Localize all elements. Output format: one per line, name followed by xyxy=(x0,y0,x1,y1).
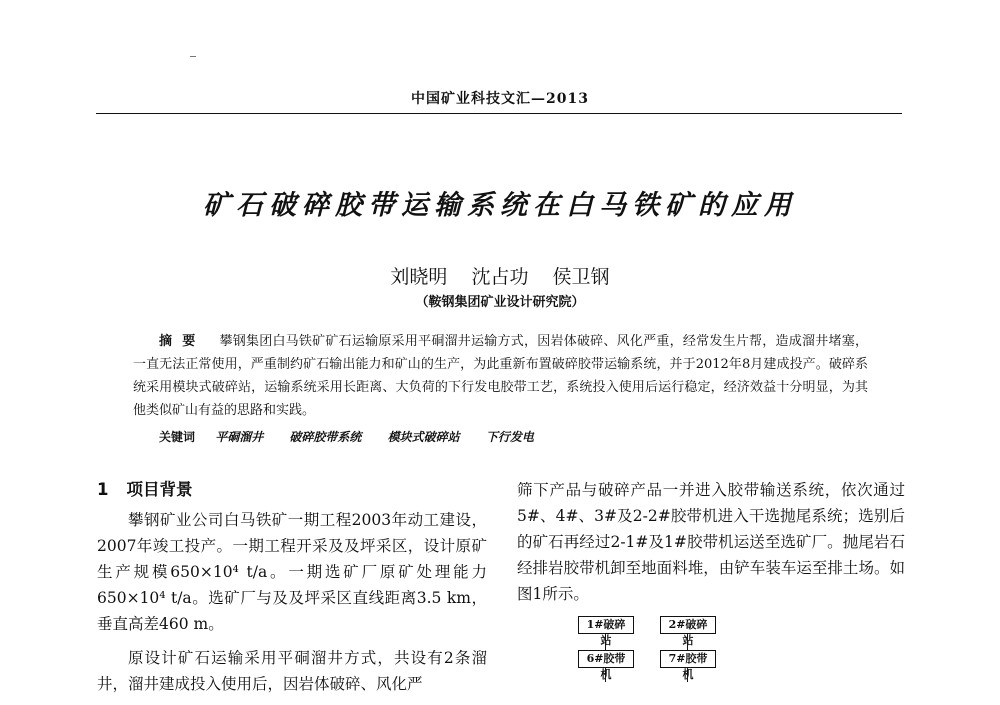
body-paragraph: 原设计矿石运输采用平硐溜井方式，共设有2条溜井，溜井建成投入使用后，因岩体破碎、风化严 xyxy=(97,649,487,693)
keywords-label: 关键词 xyxy=(159,430,196,444)
left-column xyxy=(97,477,487,705)
abstract-text: 攀钢集团白马铁矿矿石运输原采用平硐溜井运输方式，因岩体破碎、风化严重，经常发生片帮，造成溜井堵塞，一直无法正常使用，严重制约矿石输出能力和矿山的生产，为此重新布置破碎胶带运输系统，并于2012年8月建成投产。破碎系统采用模块式破碎站，运输系统采用长距离、大负荷的下行发电胶带工艺，系统投入使用后运行稳定，经济效益十分明显，为其他类似矿山有益的思路和实践。 xyxy=(133,334,868,418)
body-paragraph: 筛下产品与破碎产品一并进入胶带输送系统，依次通过5#、4#、3#及2-2#胶带机进入干选抛尾系统；选别后的矿石再经过2-1#及1#胶带机运送至选矿厂。抛尾岩石经排岩胶带机卸至地面料堆，由铲车装车运至排土场。如图1所示。 xyxy=(517,481,905,603)
flow-box-belt-6: 6#胶带机 xyxy=(578,650,634,668)
section-number: 1 xyxy=(97,480,109,499)
flow-box-belt-7: 7#胶带机 xyxy=(660,650,716,668)
keyword: 平硐溜井 xyxy=(215,430,264,444)
author-1: 刘晓明 xyxy=(390,266,448,288)
flow-connector xyxy=(687,634,688,650)
flow-box-crusher-2: 2#破碎站 xyxy=(660,616,716,634)
header-rule xyxy=(96,113,902,114)
body-paragraph: 攀钢矿业公司白马铁矿一期工程2003年动工建设，2007年竣工投产。一期工程开采及及坪采区，设计原矿生产规模650×10⁴ t/a。一期选矿厂原矿处理能力650×10⁴ t/a。选矿厂与及及坪采区直线距离3.5 km，垂直高差460 m。 xyxy=(97,511,487,633)
author-2: 沈占功 xyxy=(471,266,529,288)
flow-connector xyxy=(605,668,606,682)
keyword: 模块式破碎站 xyxy=(387,430,460,444)
paper-title: 矿石破碎胶带运输系统在白马铁矿的应用 xyxy=(203,190,797,221)
figure-1-flowchart xyxy=(576,616,726,686)
scan-mark xyxy=(190,56,196,57)
flow-box-crusher-1: 1#破碎站 xyxy=(578,616,634,634)
section-heading xyxy=(97,477,487,503)
author-3: 侯卫钢 xyxy=(552,266,610,288)
abstract-label: 摘要 xyxy=(159,334,206,349)
author-list xyxy=(0,262,1000,289)
section-title: 项目背景 xyxy=(126,480,193,499)
affiliation: （鞍钢集团矿业设计研究院） xyxy=(415,295,585,310)
keyword: 破碎胶带系统 xyxy=(289,430,362,444)
keywords xyxy=(159,428,556,445)
keyword: 下行发电 xyxy=(485,430,534,444)
right-column xyxy=(517,477,905,607)
journal-header: 中国矿业科技文汇—2013 xyxy=(411,91,589,107)
abstract xyxy=(133,330,868,422)
flow-connector xyxy=(605,634,606,650)
flow-connector xyxy=(687,668,688,682)
